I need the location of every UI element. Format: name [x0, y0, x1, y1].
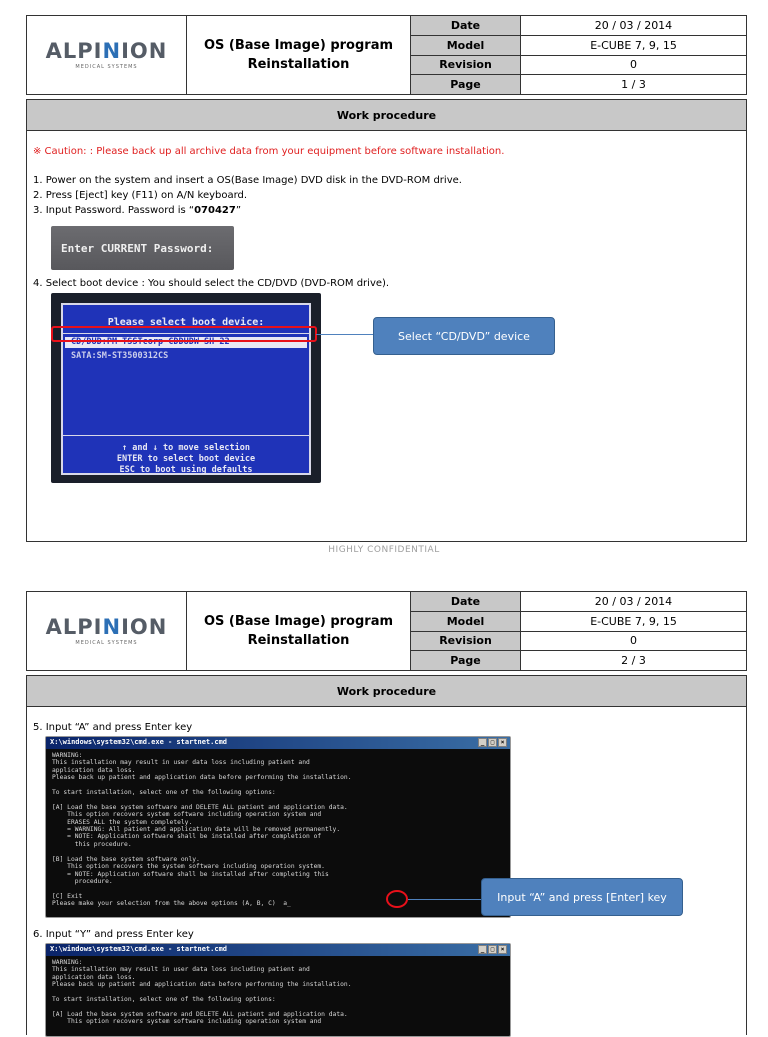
step-4: 4. Select boot device : You should select the CD/DVD (DVD-ROM drive). — [33, 278, 390, 289]
cmd-line: To start installation, select one of the following options: — [52, 789, 276, 797]
password-value: 070427 — [194, 205, 236, 216]
cmd-line: application data loss. — [52, 973, 136, 981]
cmd-line: [B] Load the base system software only. — [52, 855, 200, 863]
cmd-window-title: X:\windows\system32\cmd.exe - startnet.cmd — [50, 945, 228, 954]
password-prompt-photo: Enter CURRENT Password: — [51, 226, 234, 270]
cmd-output — [46, 749, 510, 911]
procedure-box — [26, 675, 747, 1035]
maximize-icon[interactable]: □ — [488, 738, 497, 747]
callout-connector — [408, 899, 482, 900]
minimize-icon[interactable]: _ — [478, 738, 487, 747]
cmd-line: Please back up patient and application data before performing the installation. — [52, 774, 352, 782]
cmd-line: = NOTE: Application software shall be installed after completing this — [52, 870, 329, 878]
date-label: Date — [411, 592, 521, 611]
cmd-line — [52, 885, 504, 892]
page-value: 2 / 3 — [621, 654, 646, 668]
cmd-line: Please back up patient and application data before performing the installation. — [52, 981, 352, 989]
maximize-icon[interactable]: □ — [488, 945, 497, 954]
cmd-line: [A] Load the base system software and DELETE ALL patient and application data. — [52, 1010, 348, 1018]
cmd-line: WARNING: — [52, 752, 83, 759]
logo-subtitle: MEDICAL SYSTEMS — [75, 640, 138, 646]
close-icon[interactable]: × — [498, 945, 507, 954]
cmd-line: this procedure. — [52, 840, 132, 848]
date-value: 20 / 03 / 2014 — [594, 18, 673, 32]
document-page-1 — [26, 15, 747, 545]
cmd-line — [52, 782, 504, 789]
cmd-line — [52, 796, 504, 803]
company-logo: ALPINION MEDICAL SYSTEMS — [27, 592, 187, 670]
page-header — [26, 15, 747, 95]
date-label: Date — [411, 16, 521, 35]
close-icon[interactable]: × — [498, 738, 507, 747]
revision-label: Revision — [411, 56, 521, 75]
cmd-output — [46, 956, 510, 1029]
callout-select-cddvd: Select “CD/DVD” device — [373, 317, 555, 355]
cmd-line: = NOTE: Application software shall be installed after completion of — [52, 833, 322, 841]
step-6: 6. Input “Y” and press Enter key — [33, 929, 194, 940]
section-title: Work procedure — [27, 100, 746, 131]
cmd-line: [A] Load the base system software and DELETE ALL patient and application data. — [52, 803, 348, 811]
cmd-line — [52, 989, 504, 996]
procedure-content — [27, 707, 746, 1035]
logo-subtitle: MEDICAL SYSTEMS — [75, 64, 138, 70]
boot-option-sata[interactable]: SATA:SM-ST3500312CS — [71, 351, 169, 361]
document-page-2 — [26, 591, 747, 1024]
meta-table — [411, 16, 746, 94]
date-value: 20 / 03 / 2014 — [594, 594, 673, 608]
cmd-line: procedure. — [52, 877, 113, 885]
procedure-box — [26, 99, 747, 542]
boot-footer-move: ↑ and ↓ to move selection — [122, 443, 250, 453]
cmd-line: = WARNING: All patient and application data will be removed permanently. — [52, 826, 341, 834]
boot-footer-esc: ESC to boot using defaults — [119, 465, 253, 475]
cmd-window-title: X:\windows\system32\cmd.exe - startnet.cmd — [50, 738, 228, 747]
page-header — [26, 591, 747, 671]
step-1: 1. Power on the system and insert a OS(Base Image) DVD disk in the DVD-ROM drive. — [33, 175, 462, 186]
cmd-line — [52, 1003, 504, 1010]
revision-value: 0 — [630, 58, 637, 72]
revision-label: Revision — [411, 632, 521, 651]
cmd-line: This installation may result in user data loss including patient and — [52, 759, 310, 767]
boot-option-cddvd[interactable]: CD/DUD:PM-TSSTcorp CDDUDW SH-22 — [65, 337, 307, 348]
model-value: E-CUBE 7, 9, 15 — [590, 38, 677, 52]
cmd-line: This installation may result in user data loss including patient and — [52, 966, 310, 974]
boot-footer-enter: ENTER to select boot device — [116, 454, 256, 464]
confidential-footer: HIGHLY CONFIDENTIAL — [328, 545, 440, 555]
cmd-line: [C] Exit — [52, 892, 83, 900]
model-label: Model — [411, 36, 521, 55]
revision-value: 0 — [630, 634, 637, 648]
boot-menu-photo — [51, 293, 321, 483]
cmd-line — [52, 848, 504, 855]
highlight-box — [51, 326, 317, 342]
caution-text: ※ Caution: : Please back up all archive data from your equipment before software installation. — [33, 146, 505, 157]
cmd-line: ERASES ALL the system completely. — [52, 818, 193, 826]
callout-input-a: Input “A” and press [Enter] key — [481, 878, 683, 916]
callout-connector — [316, 334, 374, 335]
cmd-line: application data loss. — [52, 766, 136, 774]
company-logo: ALPINION MEDICAL SYSTEMS — [27, 16, 187, 94]
document-title: OS (Base Image) program Reinstallation — [187, 16, 411, 94]
model-value: E-CUBE 7, 9, 15 — [590, 614, 677, 628]
cmd-line: This option recovers the system software including operation system. — [52, 863, 325, 871]
cmd-window-screenshot-2 — [45, 943, 511, 1037]
model-label: Model — [411, 612, 521, 631]
cmd-line: This option recovers system software including operation system and — [52, 1018, 322, 1026]
cmd-line: To start installation, select one of the following options: — [52, 996, 276, 1004]
cmd-line: This option recovers system software including operation system and — [52, 811, 322, 819]
meta-table — [411, 592, 746, 670]
page-value: 1 / 3 — [621, 78, 646, 92]
input-highlight-circle — [386, 890, 408, 908]
step-5: 5. Input “A” and press Enter key — [33, 722, 193, 733]
minimize-icon[interactable]: _ — [478, 945, 487, 954]
page-label: Page — [411, 75, 521, 94]
step-2: 2. Press [Eject] key (F11) on A/N keyboard. — [33, 190, 248, 201]
cmd-line: Please make your selection from the above options (A, B, C) a_ — [52, 900, 291, 908]
document-title: OS (Base Image) program Reinstallation — [187, 592, 411, 670]
section-title: Work procedure — [27, 676, 746, 707]
page-label: Page — [411, 651, 521, 670]
boot-heading: Please select boot device: — [107, 317, 265, 328]
step-3: 3. Input Password. Password is “070427” — [33, 205, 242, 216]
procedure-content — [27, 131, 746, 542]
cmd-line: WARNING: — [52, 959, 83, 966]
cmd-window-screenshot-1 — [45, 736, 511, 918]
